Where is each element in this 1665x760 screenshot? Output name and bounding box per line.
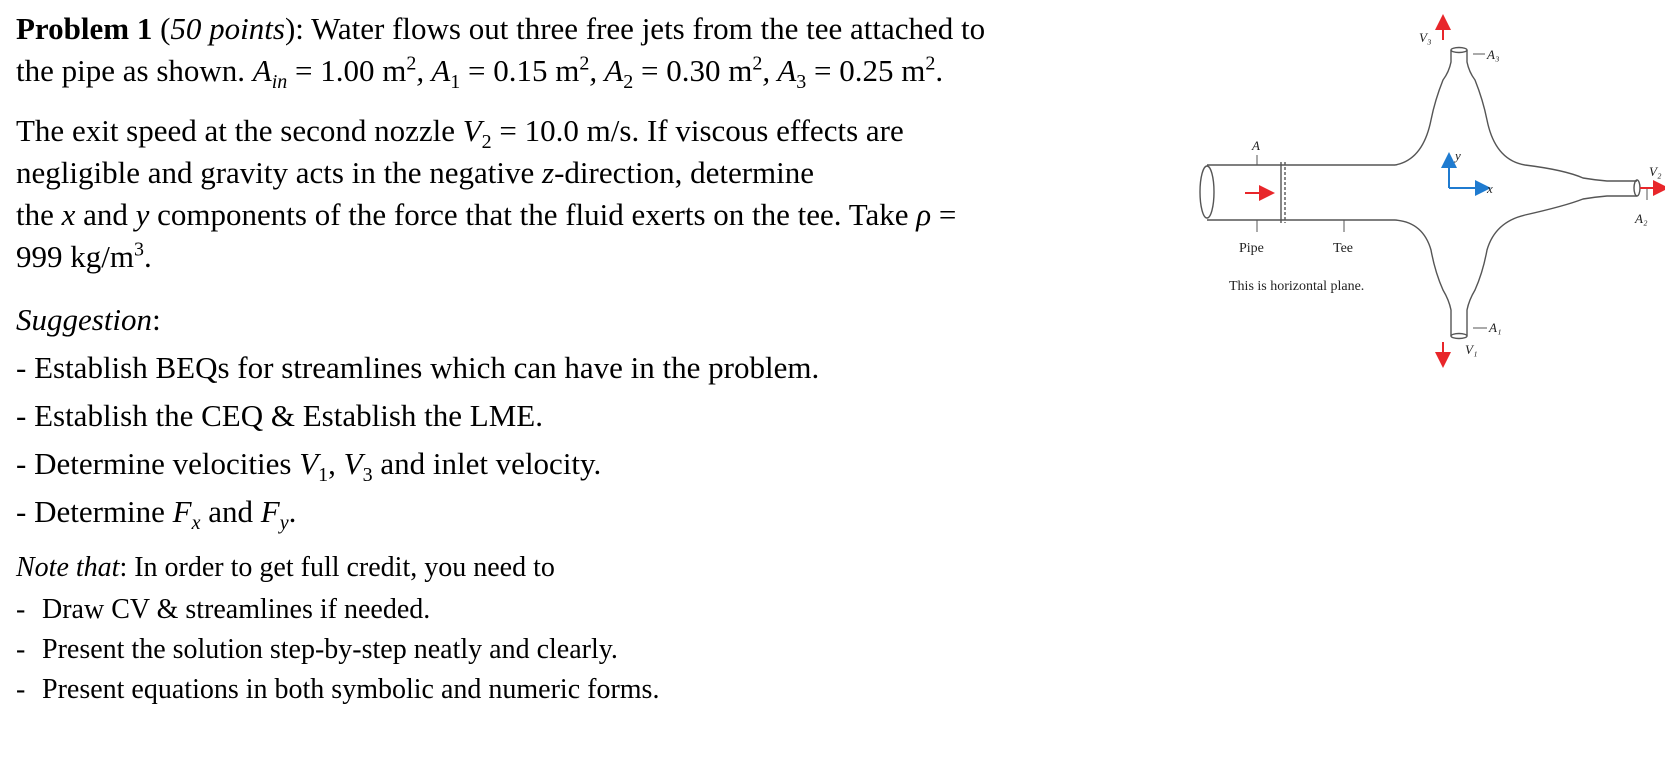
flow-arrows: [1245, 22, 1661, 360]
label-tee: Tee: [1333, 241, 1354, 256]
problem-points: 50 points: [170, 11, 285, 46]
figure-caption: This is horizontal plane.: [1229, 279, 1365, 294]
problem-heading: Problem 1: [16, 11, 153, 46]
label-v3: V₃: [1419, 30, 1432, 45]
label-a3: A₃: [1487, 47, 1500, 62]
note-item-2: - Present the solution step-by-step neatly and clearly.: [16, 634, 618, 665]
label-a2: A₂: [1635, 211, 1648, 226]
suggestion-item-2: - Establish the CEQ & Establish the LME.: [16, 398, 543, 433]
label-y-axis: y: [1455, 148, 1461, 163]
problem-line-2: the pipe as shown. $A_{in} = 1.00$ $m^2$, $A_1 = 0.15$ $m^2$, $A_2 = 0.30$ $m^2$, $A_3 = 0.25$ $m^2$.: [16, 52, 944, 94]
label-a: A: [1252, 138, 1260, 153]
body-line-3: the x and y components of the force that the fluid exerts on the tee. Take ρ =: [16, 197, 957, 232]
note-item-1: - Draw CV & streamlines if needed.: [16, 594, 431, 625]
body-line-2: negligible and gravity acts in the negative z-direction, determine: [16, 155, 815, 190]
body-line-4: 999 $kg/m^3$.: [16, 238, 152, 274]
label-v2: V₂: [1649, 164, 1662, 179]
label-a1: A₁: [1489, 320, 1502, 335]
tee-diagram: [1195, 10, 1665, 400]
suggestion-title: Suggestion:: [16, 302, 161, 337]
body-line-1: The exit speed at the second nozzle $V_2 = 10.0$ m/s. If viscous effects are: [16, 113, 904, 154]
axes: [1449, 160, 1483, 188]
label-v1: V₁: [1465, 342, 1478, 357]
problem-intro: Water flows out three free jets from the tee attached to: [311, 11, 986, 46]
note-title: Note that: In order to get full credit, you need to: [16, 552, 555, 583]
note-item-3: - Present equations in both symbolic and numeric forms.: [16, 674, 660, 705]
problem-text: [16, 8, 1136, 710]
suggestion-item-3: - Determine velocities $V_1$, $V_3$ and inlet velocity.: [16, 446, 602, 487]
suggestion-item-4: - Determine $F_x$ and $F_y$.: [16, 494, 297, 535]
label-pipe: Pipe: [1239, 241, 1264, 256]
suggestion-item-1: - Establish BEQs for streamlines which can have in the problem.: [16, 350, 820, 385]
label-x-axis: x: [1487, 181, 1493, 196]
problem-line-1: Problem 1 (50 points): Water flows out three free jets from the tee attached to: [16, 11, 986, 46]
